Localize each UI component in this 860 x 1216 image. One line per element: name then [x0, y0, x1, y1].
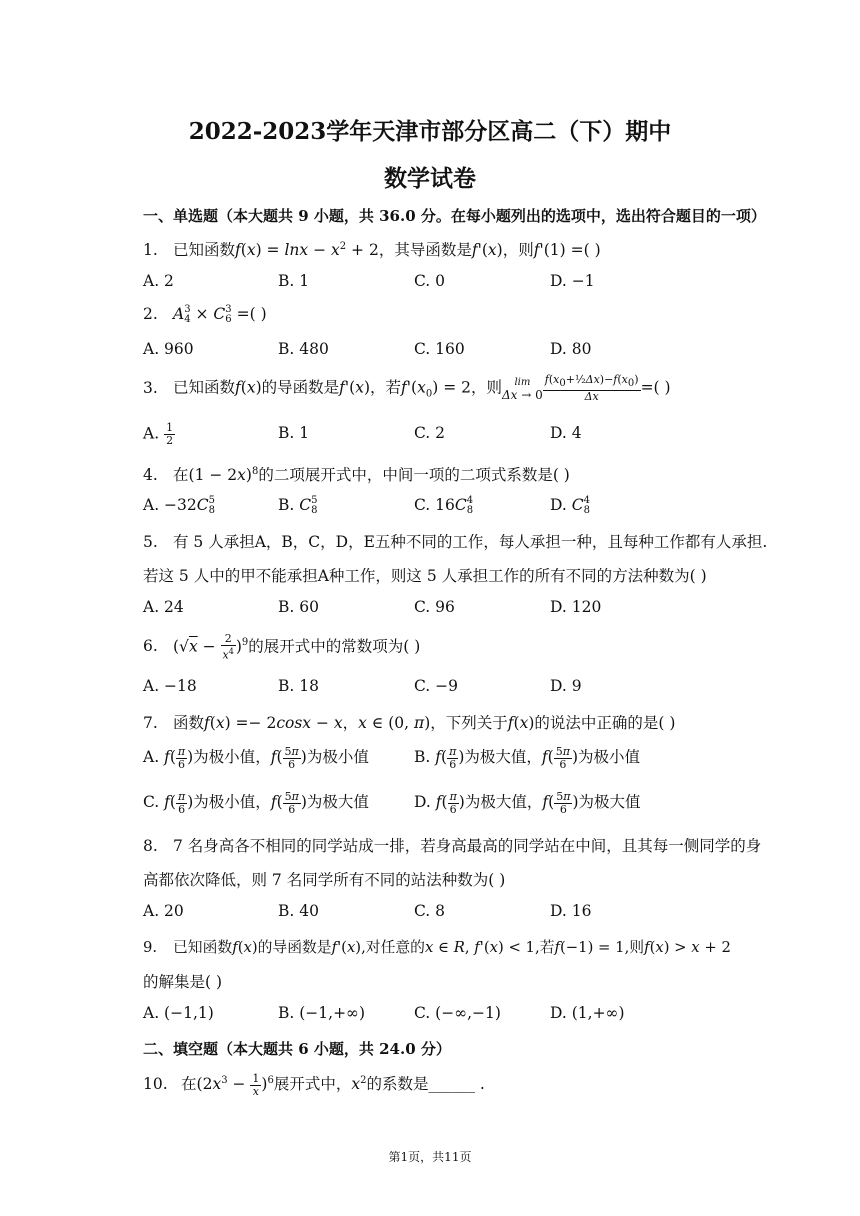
- q7-option-a[interactable]: A. f( $\frac{\pi}{6}$ )为极小值，f( $\frac{5\pi}{6}$ )为极小值: [143, 744, 369, 771]
- q5-option-b[interactable]: B. 60: [278, 598, 319, 616]
- question-1: 1. 已知函数$f(x) = \ln x - x^2 + 2$，其导函数是f'(x)，则f'(1) =( ): [143, 240, 601, 259]
- q6-option-d[interactable]: D. 9: [550, 677, 582, 695]
- question-10: 10. 在($2x^3$ − $\frac{1}{x}$ )$^6$展开式中，$x^2$的系数是______ .: [143, 1071, 485, 1098]
- q4-option-d[interactable]: D. C4 8: [550, 495, 590, 516]
- q9-option-a[interactable]: A. (−1,1): [143, 1004, 214, 1022]
- q7-option-b[interactable]: B. f( $\frac{\pi}{6}$ )为极大值，f( $\frac{5\pi}{6}$ )为极小值: [414, 744, 641, 771]
- q8-option-a[interactable]: A. 20: [143, 902, 184, 920]
- question-8: 8. 7 名身高各不相同的同学站成一排，若身高最高的同学站在中间，且其每一侧同学的身: [143, 837, 762, 855]
- q2-option-a[interactable]: A. 960: [143, 340, 194, 358]
- q3-option-c[interactable]: C. 2: [414, 424, 446, 442]
- q9-option-d[interactable]: D. (1,+∞): [550, 1004, 625, 1022]
- q2-option-d[interactable]: D. 80: [550, 340, 592, 358]
- q4-option-c[interactable]: C. 16C4 8: [414, 495, 474, 516]
- q1-option-b[interactable]: B. 1: [278, 272, 310, 290]
- page-title: 2022-2023学年天津市部分区高二（下）期中: [188, 118, 672, 145]
- q7-option-c[interactable]: C. f( $\frac{\pi}{6}$ )为极小值，f( $\frac{5\pi}{6}$ )为极大值: [143, 789, 369, 816]
- q7-option-d[interactable]: D. f( $\frac{\pi}{6}$ )为极大值，f( $\frac{5\pi}{6}$ )为极大值: [414, 789, 641, 816]
- q3-option-d[interactable]: D. 4: [550, 424, 582, 442]
- q6-option-c[interactable]: C. −9: [414, 677, 459, 695]
- question-6: 6. (√x − $\frac{2}{x^4}$ )$^9$的展开式中的常数项为( ): [143, 632, 421, 662]
- q2-option-c[interactable]: C. 160: [414, 340, 465, 358]
- q4-option-a[interactable]: A. −32C5 8: [143, 495, 216, 516]
- question-7: 7. 函数f(x) =− 2cosx − x，x ∈ (0, π)，下列关于f(x)的说法中正确的是( ): [143, 714, 676, 732]
- q3-option-b[interactable]: B. 1: [278, 424, 310, 442]
- question-2: 2. A3 4 × C3 6 =( ): [143, 304, 267, 325]
- question-5-line2: 若这 5 人中的甲不能承担A种工作，则这 5 人承担工作的所有不同的方法种数为( ): [143, 567, 707, 585]
- q5-option-d[interactable]: D. 120: [550, 598, 602, 616]
- q6-option-a[interactable]: A. −18: [143, 677, 197, 695]
- q8-option-b[interactable]: B. 40: [278, 902, 319, 920]
- question-5: 5. 有 5 人承担A，B，C，D，E五种不同的工作，每人承担一种，且每种工作都有人承担.: [143, 533, 768, 551]
- q9-option-c[interactable]: C. (−∞,−1): [414, 1004, 501, 1022]
- question-8-line2: 高都依次降低，则 7 名同学所有不同的站法种数为( ): [143, 871, 506, 889]
- question-4: 4. 在$(1 - 2x)^8$的二项展开式中，中间一项的二项式系数是( ): [143, 465, 570, 484]
- question-9-line2: 的解集是( ): [143, 973, 223, 991]
- page-footer: 第1页，共11页: [388, 1150, 472, 1164]
- q1-option-d[interactable]: D. −1: [550, 272, 595, 290]
- section-heading-single-choice: 一、单选题（本大题共 9 小题，共 36.0 分。在每小题列出的选项中，选出符合题目的一项）: [143, 207, 766, 225]
- question-9: 9. 已知函数f(x)的导函数是f'(x),对任意的x ∈ R, f'(x) < 1,若f(−1) = 1,则f(x) > x + 2: [143, 939, 731, 956]
- q4-option-b[interactable]: B. C5 8: [278, 495, 318, 516]
- section-heading-fill-blank: 二、填空题（本大题共 6 小题，共 24.0 分）: [143, 1040, 451, 1058]
- q9-option-b[interactable]: B. (−1,+∞): [278, 1004, 366, 1022]
- page-subtitle: 数学试卷: [384, 165, 476, 192]
- q5-option-c[interactable]: C. 96: [414, 598, 455, 616]
- question-3: 3. 已知函数f(x)的导函数是f'(x)，若$f'(x_0) = 2$，则 lim Δx → 0 $\frac{f(x_0+\frac{1}{2}\Delta x)-f(x_0)}{\Delta x}$ =( ): [143, 373, 671, 404]
- q5-option-a[interactable]: A. 24: [143, 598, 184, 616]
- q3-option-a[interactable]: A. $\frac{1}{2}$: [143, 421, 174, 447]
- q6-option-b[interactable]: B. 18: [278, 677, 319, 695]
- q1-option-a[interactable]: A. 2: [143, 272, 174, 290]
- q2-option-b[interactable]: B. 480: [278, 340, 329, 358]
- q8-option-c[interactable]: C. 8: [414, 902, 446, 920]
- q8-option-d[interactable]: D. 16: [550, 902, 592, 920]
- q1-option-c[interactable]: C. 0: [414, 272, 446, 290]
